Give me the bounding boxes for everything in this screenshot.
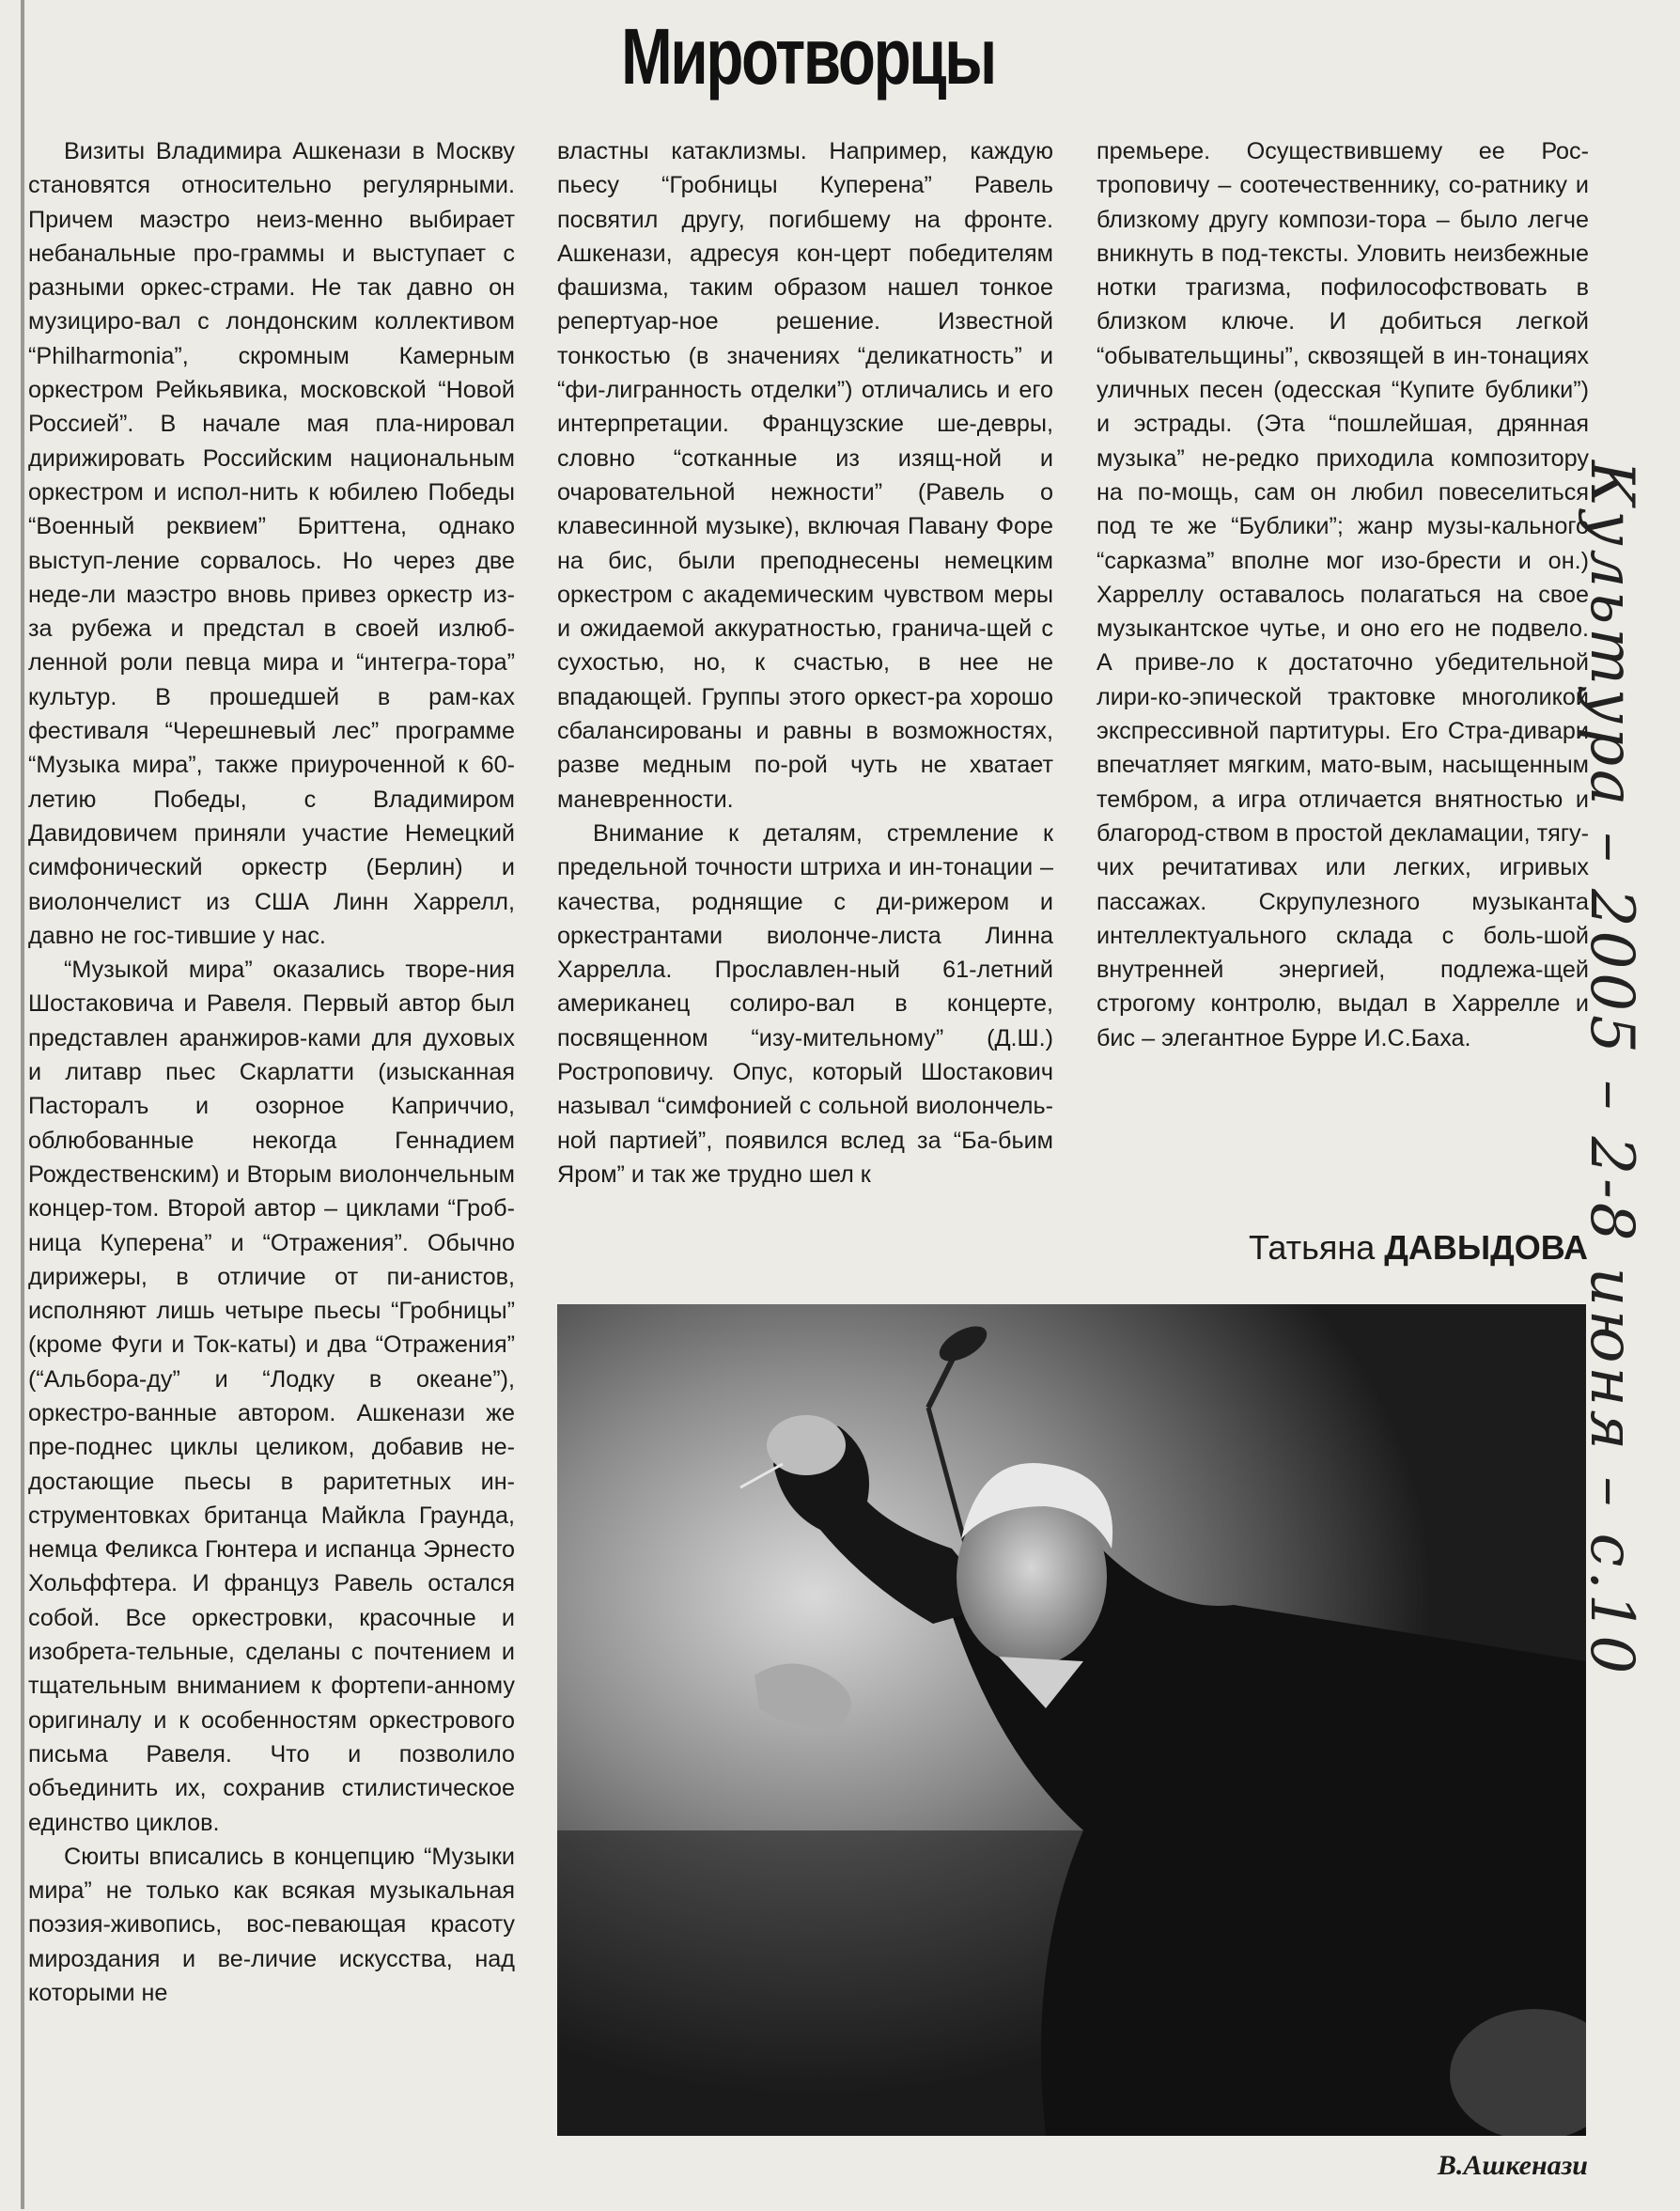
- article-column-1: [28, 134, 515, 2211]
- conductor-photo-drawing: [557, 1304, 1586, 2136]
- paragraph: Внимание к деталям, стремление к предельной точности штриха и ин-тонации – качества, роднящие с ди-рижером и оркестрантами виолонче-листа Линна Харрелла. Прославлен-ный 61-летний американец солиро-вал в концерте, посвященном “изу-мительному” (Д.Ш.) Ростроповичу. Опус, который Шостакович называл “симфонией с сольной виолончель-ной партией”, появился вслед за “Ба-бьим Яром” и так же трудно шел к: [557, 819, 1053, 1188]
- paragraph: властны катаклизмы. Например, каждую пьесу “Гробницы Куперена” Равель посвятил другу, погибшему на фронте. Ашкенази, адресуя кон-церт победителям фашизма, таким образом нашел тонкое репертуар-ное решение. Известной тонкостью (в значениях “деликатность” и “фи-лигранность отделки”) отличались и его интерпретации. Французские ше-девры, словно “сотканные из изящ-ной и очаровательной нежности” (Равель о клавесинной музыке), включая Павану Форе на бис, были преподнесены немецким оркестром с академическим чувством меры и ожидаемой аккуратностью, гранича-щей с сухостью, но, к счастью, в нее не впадающей. Группы этого оркест-ра хорошо сбалансированы и равны в возможностях, разве медным по-рой чуть не хватает маневренности.: [557, 138, 1053, 813]
- paragraph: Сюиты вписались в концепцию “Музыки мира” не только как всякая музыкальная поэзия-живопись, вос-певающая красоту мироздания и ве-личие искусства, над которыми не: [28, 1843, 515, 2007]
- clipping-left-edge: [21, 0, 24, 2209]
- article-column-3: [1097, 134, 1589, 1191]
- paragraph: Визиты Владимира Ашкенази в Москву становятся относительно регулярными. Причем маэстро неиз-менно выбирает небанальные про-граммы и выступает с разными оркес-страми. Не так давно он музициро-вал с лондонским коллективом “Philharmonia”, скромным Камерным оркестром Рейкьявика, московской “Новой Россией”. В начале мая пла-нировал дирижировать Российским национальным оркестром и испол-нить к юбилею Победы “Военный реквием” Бриттена, однако выступ-ление сорвалось. Но через две неде-ли маэстро вновь привез оркестр из-за рубежа и предстал в своей излюб-ленной роли певца мира и “интегра-тора” культур. В прошедшей в рам-ках фестиваля “Черешневый лес” программе “Музыка мира”, также приуроченной к 60-летию Победы, с Владимиром Давидовичем приняли участие Немецкий симфонический оркестр (Берлин) и виолончелист из США Линн Харрелл, давно не гос-тившие у нас.: [28, 138, 515, 949]
- author-first-name: Татьяна: [1249, 1228, 1385, 1267]
- paragraph: “Музыкой мира” оказались творе-ния Шостаковича и Равеля. Первый автор был представлен аранжиров-ками для духовых и литавр пьес Скарлатти (изысканная Пасторалъ и озорное Каприччио, облюбованные некогда Геннадием Рождественским) и Вторым виолончельным концер-том. Второй автор – циклами “Гроб-ница Куперена” и “Отражения”. Обычно дирижеры, в отличие от пи-анистов, исполняют лишь четыре пьесы “Гробницы” (кроме Фуги и Ток-каты) и два “Отражения” (“Альборa-ду” и “Лодку в океане”), оркестро-ванные автором. Ашкенази же пре-поднес циклы целиком, добавив не-достающие пьесы в раритетных ин-струментовках британца Майкла Граунда, немца Феликса Гюнтера и испанца Эрнесто Хольффтера. И француз Равель остался собой. Все оркестровки, красочные и изобрета-тельные, сделаны с почтением и тщательным вниманием к фортепи-анному оригиналу и к особенностям оркестрового письма Равеля. Что и позволило объединить их, сохранив стилистическое единство циклов.: [28, 957, 515, 1836]
- handwritten-note-text: Культура – 2005 – 2-8 июня – с.10: [1577, 460, 1646, 1678]
- article-title: Миротворцы: [621, 12, 995, 101]
- paragraph: премьере. Осуществившему ее Рос-троповичу – соотечественнику, со-ратнику и близкому другу компози-тора – было легче вникнуть в под-тексты. Уловить неизбежные нотки трагизма, пофилософствовать в близком ключе. И добиться легкой “обывательщины”, сквозящей в ин-тонациях уличных песен (одесская “Купите бублики”) и эстрады. (Эта “пошлейшая, дрянная музыка” не-редко приходила композитору на по-мощь, сам он любил повеселиться под те же “Бублики”; жанр музы-кального “сарказма” вполне мог изо-брести и он.) Харреллу оставалось полагаться на свое музыкантское чутье, и оно его не подвело. А приве-ло к достаточно убедительной лири-ко-эпической трактовке многоликой экспрессивной партитуры. Его Стра-дивари впечатляет мягким, мато-вым, насыщенным тембром, а игра отличается внятностью и благород-ством в простой декламации, тягу-чих речитативах или легких, игривых пассажах. Скрупулезного музыканта интеллектуального склада с боль-шой внутренней энергией, подлежа-щей строгому контролю, выдал в Харрелле и бис – элегантное Бурре И.С.Баха.: [1097, 138, 1589, 1051]
- author-last-name: ДАВЫДОВА: [1384, 1228, 1588, 1267]
- handwritten-annotation: [1577, 460, 1680, 1879]
- article-column-2: [557, 134, 1053, 1262]
- photo-caption: В.Ашкенази: [1437, 2150, 1588, 2181]
- author-byline: [1203, 1229, 1588, 1267]
- conductor-photo: [557, 1304, 1586, 2136]
